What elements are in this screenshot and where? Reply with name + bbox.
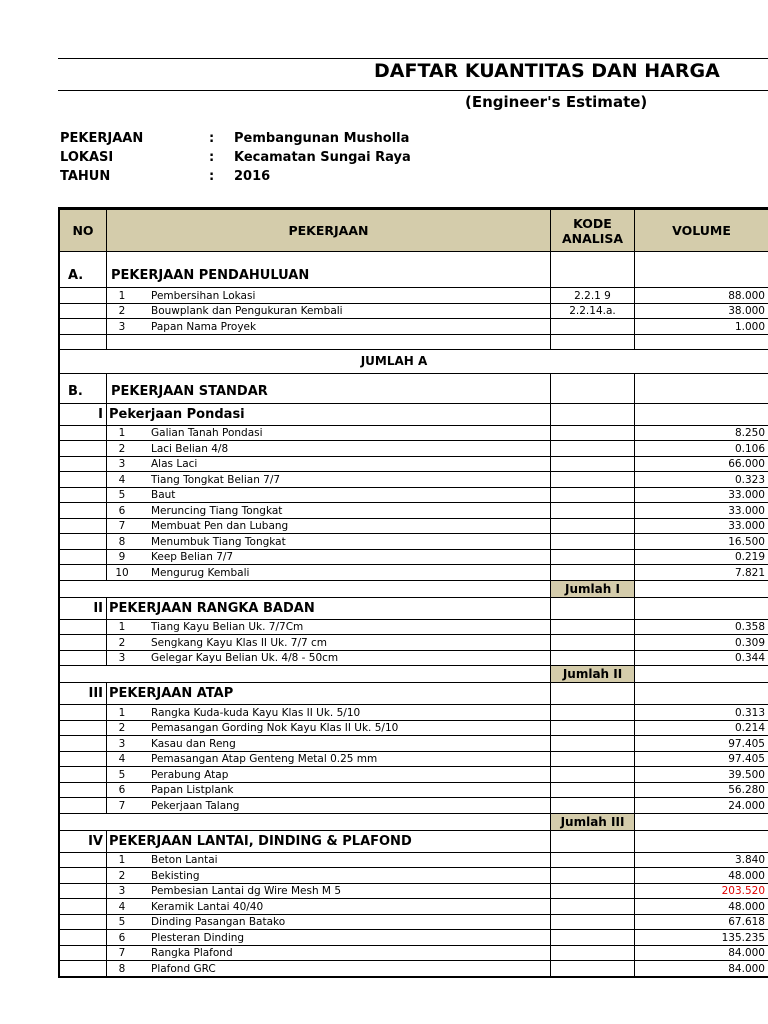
cell-name — [106, 472, 550, 487]
table-row — [58, 883, 768, 899]
item-description: Baut — [151, 489, 176, 501]
cell-name — [106, 620, 550, 635]
cell-vol — [634, 404, 768, 425]
item-kode-analisa: 2.2.14.a. — [550, 304, 634, 319]
table-row — [58, 373, 768, 403]
cell-no — [58, 441, 106, 456]
cell-no — [58, 736, 106, 751]
cell-kode — [550, 798, 634, 813]
cell-no — [58, 472, 106, 487]
cell-name — [106, 783, 550, 798]
cell-no — [58, 651, 106, 666]
table-row — [58, 914, 768, 930]
subtotal-label: Jumlah II — [550, 666, 634, 682]
item-number: 1 — [118, 289, 126, 302]
cell-kode — [550, 853, 634, 868]
cell-name — [106, 899, 550, 914]
meta-sep: : — [209, 131, 215, 146]
item-volume: 97.405 — [634, 736, 768, 751]
table-row — [58, 960, 768, 976]
cell-name — [106, 705, 550, 720]
item-number: 3 — [118, 652, 126, 664]
item-volume: 1.000 — [634, 319, 768, 334]
item-description: Menumbuk Tiang Tongkat — [151, 535, 286, 548]
item-volume: 0.219 — [634, 550, 768, 565]
cell-no — [58, 798, 106, 813]
table-row — [58, 303, 768, 319]
item-number: 3 — [118, 320, 126, 333]
item-number: 5 — [118, 916, 126, 928]
cell-no — [58, 635, 106, 650]
cell-name — [106, 581, 550, 597]
table-row — [58, 349, 768, 373]
cell-no — [58, 899, 106, 914]
cell-name — [106, 288, 550, 303]
table-header-row — [58, 207, 768, 251]
cell-no — [58, 534, 106, 549]
cell-vol — [634, 683, 768, 704]
cell-kode — [550, 946, 634, 961]
cell-no — [58, 721, 106, 736]
header-no: NO — [58, 210, 106, 251]
item-volume: 7.821 — [634, 565, 768, 580]
table-row — [58, 665, 768, 682]
cell-name — [106, 319, 550, 334]
cell-name — [106, 534, 550, 549]
cell-vol — [634, 335, 768, 349]
cell-kode — [550, 374, 634, 403]
item-volume: 84.000 — [634, 961, 768, 976]
table-row — [58, 533, 768, 549]
cell-kode — [550, 404, 634, 425]
subsection-title: PEKERJAAN LANTAI, DINDING & PLAFOND — [106, 831, 550, 852]
item-description: Pembesian Lantai dg Wire Mesh M 5 — [151, 885, 342, 897]
cell-no — [58, 304, 106, 319]
table-row — [58, 251, 768, 287]
cell-no — [58, 620, 106, 635]
cell-name — [106, 721, 550, 736]
cell-name — [106, 736, 550, 751]
item-description: Dinding Pasangan Batako — [151, 916, 286, 928]
cell-no — [58, 550, 106, 565]
cell-name — [106, 488, 550, 503]
subtotal-label: Jumlah III — [550, 814, 634, 830]
item-description: Tiang Tongkat Belian 7/7 — [151, 473, 281, 486]
table-row — [58, 334, 768, 349]
cell-name — [106, 335, 550, 349]
header-kode-analisa: KODE ANALISA — [550, 210, 634, 251]
table-row — [58, 682, 768, 704]
item-volume: 56.280 — [634, 783, 768, 798]
cell-no — [58, 705, 106, 720]
item-volume: 48.000 — [634, 899, 768, 914]
table-row — [58, 318, 768, 334]
cell-no — [58, 915, 106, 930]
cell-kode — [550, 868, 634, 883]
table-row — [58, 287, 768, 303]
subsection-title: PEKERJAAN ATAP — [106, 683, 550, 704]
cell-name — [106, 550, 550, 565]
cell-vol — [634, 666, 768, 682]
cell-no — [58, 503, 106, 518]
cell-kode — [550, 651, 634, 666]
table-row — [58, 735, 768, 751]
item-description: Bouwplank dan Pengukuran Kembali — [151, 305, 343, 317]
cell-name — [106, 635, 550, 650]
meta-label-lokasi: LOKASI — [60, 150, 114, 165]
cell-no — [58, 884, 106, 899]
item-number: 6 — [118, 931, 126, 944]
cell-vol — [634, 252, 768, 287]
subsection-number: I — [58, 404, 106, 425]
item-volume: 0.313 — [634, 705, 768, 720]
section-title: PEKERJAAN STANDAR — [106, 374, 550, 403]
item-number: 3 — [118, 737, 126, 750]
header-pekerjaan: PEKERJAAN — [106, 210, 550, 251]
section-number: A. — [58, 252, 106, 287]
header-volume: VOLUME — [634, 210, 768, 251]
item-description: Plesteran Dinding — [151, 931, 245, 944]
cell-kode — [550, 721, 634, 736]
item-number: 1 — [118, 854, 126, 866]
cell-vol — [634, 581, 768, 597]
item-number: 6 — [118, 504, 126, 517]
cell-no — [58, 752, 106, 767]
item-number: 8 — [118, 962, 126, 975]
meta-value-lokasi: Kecamatan Sungai Raya — [234, 150, 411, 165]
item-number: 2 — [118, 442, 126, 455]
item-number: 2 — [118, 869, 126, 882]
item-description: Mengurug Kembali — [151, 566, 250, 579]
table-row — [58, 456, 768, 472]
cell-no — [58, 946, 106, 961]
item-description: Alas Laci — [151, 458, 198, 470]
item-number: 3 — [118, 885, 126, 897]
table-row — [58, 830, 768, 852]
item-number: 7 — [118, 520, 126, 532]
item-volume: 33.000 — [634, 503, 768, 518]
item-volume: 33.000 — [634, 488, 768, 503]
cell-no — [58, 288, 106, 303]
item-volume: 88.000 — [634, 288, 768, 303]
table-row — [58, 634, 768, 650]
cell-kode — [550, 705, 634, 720]
table-row — [58, 487, 768, 503]
cell-kode — [550, 519, 634, 534]
item-description: Pemasangan Gording Nok Kayu Klas II Uk. 5/10 — [151, 722, 399, 734]
cell-no — [58, 488, 106, 503]
cell-name — [106, 930, 550, 945]
item-volume: 0.214 — [634, 721, 768, 736]
item-description: Laci Belian 4/8 — [151, 442, 229, 455]
cell-no — [58, 335, 106, 349]
cell-kode — [550, 503, 634, 518]
cell-name — [106, 798, 550, 813]
item-volume: 0.358 — [634, 620, 768, 635]
item-volume: 66.000 — [634, 457, 768, 472]
document-subtitle: (Engineer's Estimate) — [465, 93, 648, 111]
cell-vol — [634, 814, 768, 830]
document-title: DAFTAR KUANTITAS DAN HARGA — [374, 60, 720, 82]
cell-kode — [550, 767, 634, 782]
item-volume: 97.405 — [634, 752, 768, 767]
table-row — [58, 945, 768, 961]
cell-no — [58, 767, 106, 782]
item-description: Pemasangan Atap Genteng Metal 0.25 mm — [151, 753, 378, 765]
item-number: 2 — [118, 636, 126, 649]
cell-kode — [550, 565, 634, 580]
item-number: 3 — [118, 458, 126, 470]
table-row — [58, 471, 768, 487]
item-volume: 0.106 — [634, 441, 768, 456]
section-number: B. — [58, 374, 106, 403]
cell-kode — [550, 252, 634, 287]
item-volume: 8.250 — [634, 426, 768, 441]
cell-vol — [634, 598, 768, 619]
item-volume: 0.323 — [634, 472, 768, 487]
item-description: Keep Belian 7/7 — [151, 551, 234, 563]
cell-kode — [550, 915, 634, 930]
item-volume: 135.235 — [634, 930, 768, 945]
item-description: Gelegar Kayu Belian Uk. 4/8 - 50cm — [151, 652, 339, 664]
item-number: 4 — [118, 753, 126, 765]
cell-no — [58, 868, 106, 883]
item-description: Tiang Kayu Belian Uk. 7/7Cm — [151, 621, 304, 633]
table-row — [58, 580, 768, 597]
cell-name — [106, 304, 550, 319]
meta-value-pekerjaan: Pembangunan Musholla — [234, 131, 410, 146]
cell-kode — [550, 457, 634, 472]
cell-kode — [550, 488, 634, 503]
cell-kode — [550, 550, 634, 565]
subsection-number: IV — [58, 831, 106, 852]
item-volume: 24.000 — [634, 798, 768, 813]
cell-kode — [550, 441, 634, 456]
table-row — [58, 867, 768, 883]
cell-name — [106, 814, 550, 830]
cell-name — [106, 752, 550, 767]
cell-kode — [550, 426, 634, 441]
cell-kode — [550, 736, 634, 751]
cell-no — [58, 319, 106, 334]
cell-kode — [550, 899, 634, 914]
meta-label-pekerjaan: PEKERJAAN — [60, 131, 144, 146]
cell-no — [58, 457, 106, 472]
item-volume: 0.344 — [634, 651, 768, 666]
cell-name — [106, 441, 550, 456]
subsection-number: II — [58, 598, 106, 619]
item-number: 2 — [118, 305, 126, 317]
cell-kode — [550, 683, 634, 704]
cell-name — [106, 946, 550, 961]
subsection-title: Pekerjaan Pondasi — [106, 404, 550, 425]
cell-no — [58, 961, 106, 976]
cell-no — [58, 581, 106, 597]
cell-vol — [634, 831, 768, 852]
table-row — [58, 751, 768, 767]
item-volume: 38.000 — [634, 304, 768, 319]
item-number: 10 — [115, 566, 129, 579]
cell-no — [58, 519, 106, 534]
item-description: Galian Tanah Pondasi — [151, 427, 263, 439]
table-row — [58, 619, 768, 635]
table-row — [58, 597, 768, 619]
table-row — [58, 518, 768, 534]
item-volume: 203.520 — [634, 884, 768, 899]
cell-name — [106, 915, 550, 930]
cell-no — [58, 783, 106, 798]
table-row — [58, 797, 768, 813]
table-row — [58, 720, 768, 736]
cell-name — [106, 666, 550, 682]
table-row — [58, 564, 768, 580]
table-row — [58, 898, 768, 914]
item-description: Meruncing Tiang Tongkat — [151, 504, 283, 517]
cell-no — [58, 930, 106, 945]
item-volume: 67.618 — [634, 915, 768, 930]
table-row — [58, 502, 768, 518]
cell-no — [58, 853, 106, 868]
table-row — [58, 650, 768, 666]
cell-kode — [550, 783, 634, 798]
cell-kode — [550, 335, 634, 349]
cell-no — [58, 565, 106, 580]
item-description: Perabung Atap — [151, 768, 229, 781]
item-description: Pembersihan Lokasi — [151, 289, 256, 302]
subsection-title: PEKERJAAN RANGKA BADAN — [106, 598, 550, 619]
item-description: Keramik Lantai 40/40 — [151, 900, 264, 913]
cell-kode — [550, 884, 634, 899]
cell-name — [106, 767, 550, 782]
cell-name — [106, 457, 550, 472]
cell-kode — [550, 930, 634, 945]
table-row — [58, 929, 768, 945]
cell-name — [106, 651, 550, 666]
table-bottom-rule — [58, 976, 768, 978]
cell-kode — [550, 598, 634, 619]
item-description: Sengkang Kayu Klas II Uk. 7/7 cm — [151, 636, 328, 649]
item-number: 4 — [118, 473, 126, 486]
item-volume: 0.309 — [634, 635, 768, 650]
item-description: Beton Lantai — [151, 854, 218, 866]
item-number: 5 — [118, 768, 126, 781]
item-description: Bekisting — [151, 869, 200, 882]
item-description: Papan Nama Proyek — [151, 320, 257, 333]
table-row — [58, 440, 768, 456]
cell-kode — [550, 534, 634, 549]
item-volume: 48.000 — [634, 868, 768, 883]
table-row — [58, 425, 768, 441]
item-number: 9 — [118, 551, 126, 563]
item-volume: 84.000 — [634, 946, 768, 961]
cell-name — [106, 884, 550, 899]
jumlah-a-total: JUMLAH A — [58, 350, 768, 373]
item-number: 1 — [118, 427, 126, 439]
item-number: 2 — [118, 722, 126, 734]
table-row — [58, 704, 768, 720]
cell-kode — [550, 620, 634, 635]
table-row — [58, 549, 768, 565]
item-volume: 3.840 — [634, 853, 768, 868]
meta-sep: : — [209, 150, 215, 165]
cell-kode — [550, 752, 634, 767]
item-description: Plafond GRC — [151, 962, 216, 975]
item-number: 1 — [118, 706, 126, 719]
section-title: PEKERJAAN PENDAHULUAN — [106, 252, 550, 287]
item-description: Kasau dan Reng — [151, 737, 236, 750]
meta-sep: : — [209, 169, 215, 184]
table-row — [58, 766, 768, 782]
item-number: 8 — [118, 535, 126, 548]
item-description: Pekerjaan Talang — [151, 799, 240, 812]
table-row — [58, 782, 768, 798]
cell-name — [106, 961, 550, 976]
subsection-number: III — [58, 683, 106, 704]
cell-kode — [550, 472, 634, 487]
cell-no — [58, 426, 106, 441]
cell-name — [106, 519, 550, 534]
table-row — [58, 813, 768, 830]
item-number: 6 — [118, 784, 126, 796]
cell-name — [106, 853, 550, 868]
item-number: 4 — [118, 900, 126, 913]
cell-name — [106, 426, 550, 441]
meta-label-tahun: TAHUN — [60, 169, 111, 184]
item-description: Papan Listplank — [151, 784, 234, 796]
cell-name — [106, 503, 550, 518]
item-description: Membuat Pen dan Lubang — [151, 520, 289, 532]
item-number: 7 — [118, 947, 126, 959]
cell-name — [106, 565, 550, 580]
subtotal-label: Jumlah I — [550, 581, 634, 597]
table-row — [58, 403, 768, 425]
cell-kode — [550, 831, 634, 852]
item-kode-analisa: 2.2.1 9 — [550, 288, 634, 303]
cell-kode — [550, 319, 634, 334]
item-number: 5 — [118, 489, 126, 501]
item-description: Rangka Plafond — [151, 947, 233, 959]
cell-name — [106, 868, 550, 883]
cell-vol — [634, 374, 768, 403]
cell-kode — [550, 961, 634, 976]
item-volume: 39.500 — [634, 767, 768, 782]
meta-value-tahun: 2016 — [234, 169, 271, 184]
cell-no — [58, 814, 106, 830]
cell-kode — [550, 635, 634, 650]
item-description: Rangka Kuda-kuda Kayu Klas II Uk. 5/10 — [151, 706, 361, 719]
item-volume: 16.500 — [634, 534, 768, 549]
table-row — [58, 852, 768, 868]
cell-no — [58, 666, 106, 682]
item-number: 1 — [118, 621, 126, 633]
item-volume: 33.000 — [634, 519, 768, 534]
item-number: 7 — [118, 799, 126, 812]
